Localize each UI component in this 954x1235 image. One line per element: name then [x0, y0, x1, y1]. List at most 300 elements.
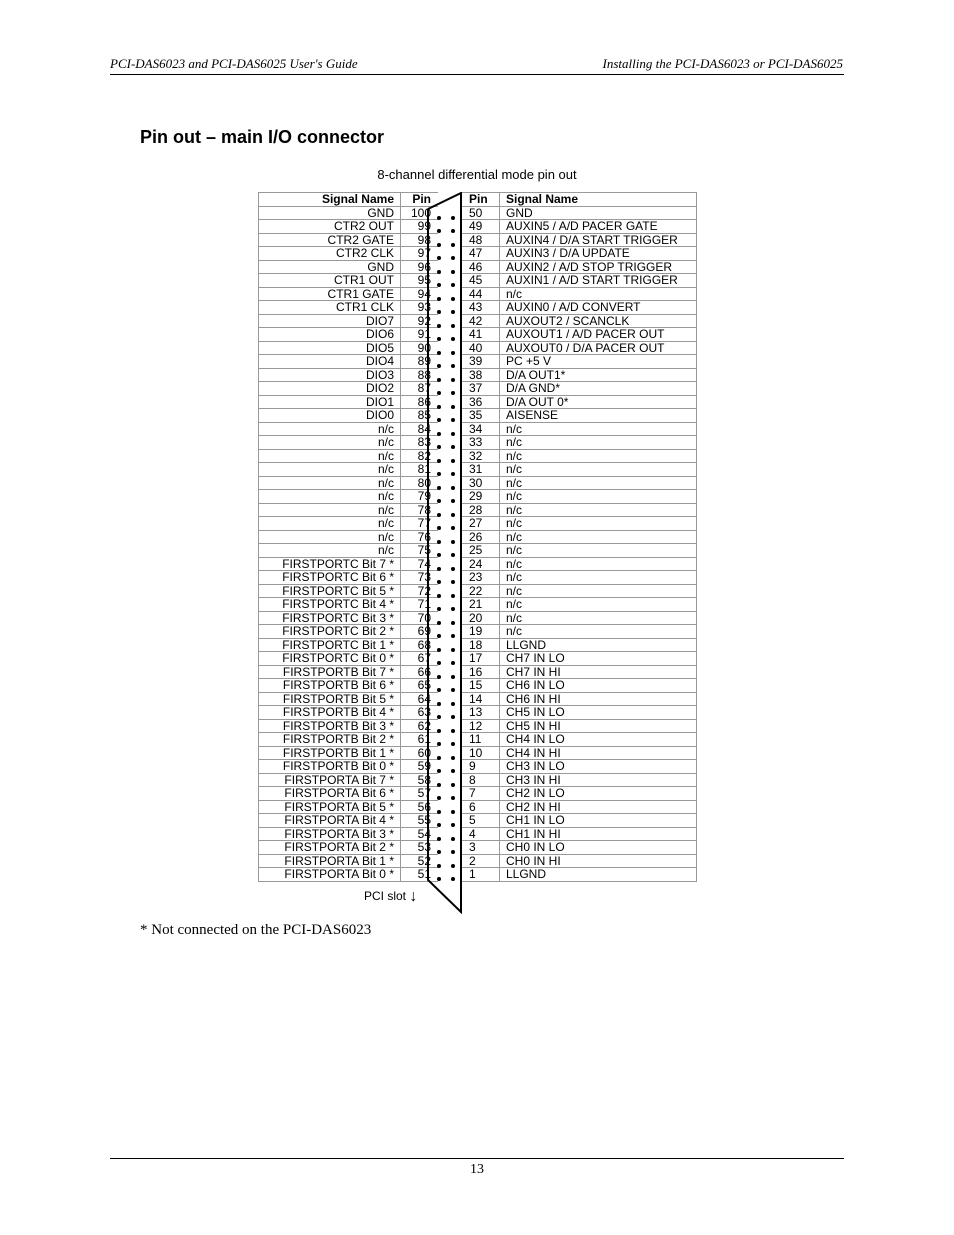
table-row	[462, 598, 697, 612]
signal-name-cell: FIRSTPORTC Bit 0 *	[259, 652, 401, 666]
pin-number-cell: 24	[462, 557, 500, 571]
pin-number-cell: 25	[462, 544, 500, 558]
pin-dot-icon	[437, 418, 441, 422]
table-row	[259, 463, 439, 477]
pin-dot-icon	[437, 324, 441, 328]
signal-name-cell: n/c	[500, 571, 697, 585]
table-row	[259, 409, 439, 423]
pin-dot-icon	[451, 607, 455, 611]
signal-name-cell: CH2 IN HI	[500, 800, 697, 814]
pin-number-cell: 51	[401, 868, 439, 882]
pin-number-cell: 7	[462, 787, 500, 801]
pin-dot-icon	[451, 594, 455, 598]
signal-name-cell: n/c	[500, 503, 697, 517]
pin-dot-icon	[451, 256, 455, 260]
pin-dot-icon	[451, 661, 455, 665]
pin-number-cell: 86	[401, 395, 439, 409]
pin-dot-icon	[451, 432, 455, 436]
signal-name-cell: n/c	[500, 557, 697, 571]
table-row	[462, 490, 697, 504]
table-row	[259, 665, 439, 679]
signal-name-cell: CTR2 CLK	[259, 247, 401, 261]
pin-dot-icon	[437, 243, 441, 247]
signal-name-cell: CTR1 OUT	[259, 274, 401, 288]
pin-number-cell: 13	[462, 706, 500, 720]
pin-number-cell: 84	[401, 422, 439, 436]
signal-name-cell: CH6 IN HI	[500, 692, 697, 706]
pin-dot-icon	[437, 756, 441, 760]
signal-name-cell: FIRSTPORTA Bit 0 *	[259, 868, 401, 882]
pin-dot-pair	[436, 589, 456, 603]
pin-number-cell: 41	[462, 328, 500, 342]
pin-number-cell: 57	[401, 787, 439, 801]
pin-dot-icon	[437, 364, 441, 368]
table-row	[259, 220, 439, 234]
pin-number-cell: 75	[401, 544, 439, 558]
pin-dot-icon	[437, 567, 441, 571]
signal-name-cell: CTR2 GATE	[259, 233, 401, 247]
pin-dot-pair	[436, 751, 456, 765]
pin-number-cell: 10	[462, 746, 500, 760]
pin-number-cell: 67	[401, 652, 439, 666]
connector-pin-dots	[436, 211, 456, 886]
pin-dot-icon	[451, 837, 455, 841]
pin-number-cell: 50	[462, 206, 500, 220]
signal-name-cell: D/A OUT1*	[500, 368, 697, 382]
pin-number-cell: 59	[401, 760, 439, 774]
table-row	[462, 854, 697, 868]
pin-dot-pair	[436, 427, 456, 441]
table-row	[462, 355, 697, 369]
pin-dot-icon	[437, 729, 441, 733]
signal-name-cell: CH4 IN LO	[500, 733, 697, 747]
signal-name-cell: GND	[259, 206, 401, 220]
pin-number-cell: 30	[462, 476, 500, 490]
table-row	[462, 611, 697, 625]
table-row	[462, 503, 697, 517]
pin-dot-pair	[436, 562, 456, 576]
pin-number-cell: 53	[401, 841, 439, 855]
table-row	[462, 557, 697, 571]
table-row	[259, 746, 439, 760]
pin-dot-icon	[451, 418, 455, 422]
pin-dot-icon	[451, 499, 455, 503]
pin-dot-icon	[437, 621, 441, 625]
signal-name-cell: n/c	[259, 544, 401, 558]
pin-dot-pair	[436, 643, 456, 657]
header-rule	[110, 74, 844, 75]
left-pin-table	[258, 192, 438, 882]
pin-number-cell: 100	[401, 206, 439, 220]
pin-dot-pair	[436, 360, 456, 374]
pin-number-cell: 49	[462, 220, 500, 234]
table-row	[259, 301, 439, 315]
pin-dot-pair	[436, 306, 456, 320]
table-row	[259, 719, 439, 733]
signal-name-cell: n/c	[259, 490, 401, 504]
pin-dot-icon	[437, 742, 441, 746]
pin-number-cell: 18	[462, 638, 500, 652]
pin-number-cell: 8	[462, 773, 500, 787]
pin-number-cell: 52	[401, 854, 439, 868]
table-row	[259, 868, 439, 882]
signal-name-cell: n/c	[259, 517, 401, 531]
table-row	[462, 706, 697, 720]
pci-slot-text: PCI slot	[364, 889, 407, 903]
pin-number-cell: 35	[462, 409, 500, 423]
table-row	[259, 382, 439, 396]
signal-name-cell: n/c	[500, 490, 697, 504]
table-row	[259, 395, 439, 409]
pin-number-cell: 77	[401, 517, 439, 531]
pin-number-cell: 11	[462, 733, 500, 747]
signal-name-cell: n/c	[500, 625, 697, 639]
pin-dot-pair	[436, 778, 456, 792]
pin-number-cell: 83	[401, 436, 439, 450]
table-row	[259, 800, 439, 814]
pin-dot-icon	[437, 837, 441, 841]
pin-dot-pair	[436, 319, 456, 333]
pin-dot-pair	[436, 630, 456, 644]
signal-name-cell: n/c	[500, 517, 697, 531]
table-row	[259, 233, 439, 247]
signal-name-cell: FIRSTPORTC Bit 3 *	[259, 611, 401, 625]
pin-dot-pair	[436, 697, 456, 711]
pin-dot-pair	[436, 387, 456, 401]
pin-dot-pair	[436, 252, 456, 266]
table-row	[259, 287, 439, 301]
pin-dot-icon	[451, 756, 455, 760]
pin-number-cell: 70	[401, 611, 439, 625]
table-row	[259, 841, 439, 855]
pin-dot-icon	[437, 486, 441, 490]
table-row	[462, 476, 697, 490]
table-row	[259, 692, 439, 706]
table-row	[462, 679, 697, 693]
pin-number-cell: 46	[462, 260, 500, 274]
table-row	[462, 665, 697, 679]
pin-number-cell: 16	[462, 665, 500, 679]
signal-name-cell: CH7 IN LO	[500, 652, 697, 666]
pin-number-cell: 98	[401, 233, 439, 247]
pin-number-cell: 78	[401, 503, 439, 517]
pin-dot-pair	[436, 333, 456, 347]
pin-dot-pair	[436, 616, 456, 630]
table-row	[259, 814, 439, 828]
pin-dot-icon	[437, 391, 441, 395]
pin-dot-icon	[437, 270, 441, 274]
pin-number-cell: 48	[462, 233, 500, 247]
pin-number-cell: 93	[401, 301, 439, 315]
signal-name-cell: FIRSTPORTB Bit 5 *	[259, 692, 401, 706]
pin-number-cell: 39	[462, 355, 500, 369]
table-row	[462, 571, 697, 585]
page-number: 13	[470, 1162, 484, 1177]
pin-dot-icon	[437, 715, 441, 719]
signal-name-cell: AUXIN2 / A/D STOP TRIGGER	[500, 260, 697, 274]
table-row	[259, 584, 439, 598]
signal-name-cell: n/c	[500, 449, 697, 463]
table-row	[259, 787, 439, 801]
pin-dot-icon	[437, 499, 441, 503]
table-row	[259, 679, 439, 693]
pin-number-cell: 1	[462, 868, 500, 882]
pin-dot-pair	[436, 805, 456, 819]
table-row	[462, 733, 697, 747]
table-row	[462, 827, 697, 841]
pin-dot-icon	[451, 378, 455, 382]
pin-number-cell: 33	[462, 436, 500, 450]
signal-name-cell: n/c	[500, 544, 697, 558]
pin-dot-pair	[436, 846, 456, 860]
pin-dot-pair	[436, 684, 456, 698]
pin-dot-icon	[451, 702, 455, 706]
table-row	[259, 706, 439, 720]
signal-name-cell: AUXIN0 / A/D CONVERT	[500, 301, 697, 315]
signal-name-cell: FIRSTPORTA Bit 6 *	[259, 787, 401, 801]
pin-dot-icon	[437, 675, 441, 679]
table-row	[259, 341, 439, 355]
pin-dot-icon	[451, 688, 455, 692]
table-row	[259, 827, 439, 841]
pin-number-cell: 42	[462, 314, 500, 328]
pin-dot-icon	[451, 634, 455, 638]
table-row	[259, 652, 439, 666]
pin-number-cell: 95	[401, 274, 439, 288]
pin-dot-icon	[437, 297, 441, 301]
table-row	[259, 598, 439, 612]
signal-name-cell: CH7 IN HI	[500, 665, 697, 679]
pin-dot-icon	[451, 459, 455, 463]
signal-name-cell: CH3 IN HI	[500, 773, 697, 787]
pin-number-cell: 40	[462, 341, 500, 355]
table-row	[259, 328, 439, 342]
table-row	[462, 382, 697, 396]
table-row	[259, 206, 439, 220]
table-row	[462, 530, 697, 544]
pin-dot-icon	[451, 769, 455, 773]
pin-number-cell: 54	[401, 827, 439, 841]
table-row	[259, 247, 439, 261]
table-row	[259, 638, 439, 652]
signal-name-cell: n/c	[500, 611, 697, 625]
pin-dot-icon	[451, 337, 455, 341]
pin-dot-pair	[436, 414, 456, 428]
pin-dot-icon	[437, 540, 441, 544]
pin-number-cell: 72	[401, 584, 439, 598]
pin-number-cell: 31	[462, 463, 500, 477]
pin-dot-icon	[451, 580, 455, 584]
signal-name-cell: FIRSTPORTA Bit 4 *	[259, 814, 401, 828]
pin-dot-pair	[436, 468, 456, 482]
pin-number-cell: 9	[462, 760, 500, 774]
pin-dot-pair	[436, 792, 456, 806]
right-pin-rows	[462, 206, 697, 881]
pin-number-cell: 22	[462, 584, 500, 598]
table-row	[259, 260, 439, 274]
pin-dot-pair	[436, 765, 456, 779]
pin-dot-pair	[436, 819, 456, 833]
pin-dot-icon	[451, 297, 455, 301]
diagram-caption: 8-channel differential mode pin out	[377, 167, 577, 182]
table-row	[462, 395, 697, 409]
pin-number-cell: 37	[462, 382, 500, 396]
pin-number-cell: 21	[462, 598, 500, 612]
pin-dot-icon	[437, 607, 441, 611]
pin-dot-pair	[436, 576, 456, 590]
pin-number-cell: 19	[462, 625, 500, 639]
left-header-row	[259, 193, 439, 207]
pin-dot-icon	[437, 229, 441, 233]
table-row	[462, 341, 697, 355]
pin-dot-icon	[437, 310, 441, 314]
pin-number-cell: 32	[462, 449, 500, 463]
pin-dot-pair	[436, 535, 456, 549]
table-row	[259, 422, 439, 436]
pin-number-cell: 62	[401, 719, 439, 733]
table-row	[462, 760, 697, 774]
table-row	[462, 314, 697, 328]
signal-name-cell: CTR2 OUT	[259, 220, 401, 234]
signal-name-cell: AUXIN3 / D/A UPDATE	[500, 247, 697, 261]
pin-dot-icon	[437, 648, 441, 652]
pin-dot-icon	[437, 513, 441, 517]
pin-number-cell: 88	[401, 368, 439, 382]
pci-slot-label	[364, 887, 417, 905]
pin-number-cell: 4	[462, 827, 500, 841]
table-row	[462, 301, 697, 315]
pin-number-cell: 71	[401, 598, 439, 612]
pin-dot-icon	[437, 702, 441, 706]
signal-name-cell: n/c	[500, 530, 697, 544]
table-row	[462, 719, 697, 733]
pin-dot-pair	[436, 225, 456, 239]
pin-dot-pair	[436, 495, 456, 509]
section-title: Pin out – main I/O connector	[140, 127, 385, 147]
pin-number-cell: 38	[462, 368, 500, 382]
pin-number-cell: 58	[401, 773, 439, 787]
table-row	[462, 260, 697, 274]
pin-dot-icon	[451, 445, 455, 449]
footer-rule	[110, 1158, 844, 1159]
table-row	[462, 868, 697, 882]
table-row	[462, 233, 697, 247]
pin-dot-pair	[436, 211, 456, 225]
pin-number-cell: 56	[401, 800, 439, 814]
pin-number-cell: 64	[401, 692, 439, 706]
signal-name-cell: FIRSTPORTA Bit 1 *	[259, 854, 401, 868]
table-row	[462, 206, 697, 220]
pin-dot-icon	[451, 675, 455, 679]
pin-dot-pair	[436, 549, 456, 563]
pin-dot-icon	[451, 324, 455, 328]
pin-number-cell: 28	[462, 503, 500, 517]
pin-number-cell: 20	[462, 611, 500, 625]
table-row	[462, 625, 697, 639]
table-row	[259, 557, 439, 571]
pin-dot-pair	[436, 859, 456, 873]
table-row	[462, 584, 697, 598]
table-row	[259, 733, 439, 747]
table-row	[462, 436, 697, 450]
signal-name-cell: GND	[259, 260, 401, 274]
pin-dot-pair	[436, 373, 456, 387]
pin-dot-icon	[451, 283, 455, 287]
signal-name-cell: n/c	[259, 476, 401, 490]
pin-number-cell: 87	[401, 382, 439, 396]
pin-dot-icon	[437, 769, 441, 773]
table-row	[462, 463, 697, 477]
pin-dot-icon	[451, 553, 455, 557]
pin-dot-icon	[451, 540, 455, 544]
pin-number-cell: 91	[401, 328, 439, 342]
pin-dot-icon	[451, 621, 455, 625]
pin-dot-icon	[451, 648, 455, 652]
pin-dot-pair	[436, 657, 456, 671]
pin-dot-pair	[436, 279, 456, 293]
table-row	[462, 368, 697, 382]
table-row	[259, 773, 439, 787]
signal-name-cell: n/c	[500, 287, 697, 301]
pin-dot-icon	[451, 810, 455, 814]
pin-number-cell: 96	[401, 260, 439, 274]
table-row	[462, 544, 697, 558]
left-pin-rows	[259, 206, 439, 881]
right-signal-name-header: Signal Name	[500, 193, 697, 207]
table-row	[462, 814, 697, 828]
pin-dot-icon	[451, 567, 455, 571]
pin-dot-icon	[451, 783, 455, 787]
pin-dot-icon	[451, 472, 455, 476]
table-row	[462, 787, 697, 801]
pin-number-cell: 94	[401, 287, 439, 301]
table-row	[462, 422, 697, 436]
signal-name-cell: CH0 IN LO	[500, 841, 697, 855]
pin-number-cell: 15	[462, 679, 500, 693]
left-signal-name-header: Signal Name	[259, 193, 401, 207]
table-row	[462, 328, 697, 342]
signal-name-cell: DIO3	[259, 368, 401, 382]
signal-name-cell: FIRSTPORTC Bit 6 *	[259, 571, 401, 585]
pin-dot-icon	[451, 526, 455, 530]
signal-name-cell: D/A OUT 0*	[500, 395, 697, 409]
table-row	[462, 841, 697, 855]
signal-name-cell: DIO1	[259, 395, 401, 409]
table-row	[462, 692, 697, 706]
table-row	[259, 544, 439, 558]
pin-number-cell: 27	[462, 517, 500, 531]
pin-number-cell: 63	[401, 706, 439, 720]
pin-dot-icon	[437, 378, 441, 382]
table-row	[259, 625, 439, 639]
signal-name-cell: CH1 IN HI	[500, 827, 697, 841]
pin-dot-pair	[436, 265, 456, 279]
down-arrow-icon: ↓	[409, 888, 418, 905]
pin-dot-pair	[436, 738, 456, 752]
table-row	[462, 287, 697, 301]
pin-dot-icon	[437, 337, 441, 341]
signal-name-cell: n/c	[500, 436, 697, 450]
pin-dot-icon	[437, 661, 441, 665]
signal-name-cell: CH0 IN HI	[500, 854, 697, 868]
pin-number-cell: 90	[401, 341, 439, 355]
pin-dot-pair	[436, 603, 456, 617]
pin-dot-icon	[437, 783, 441, 787]
running-header-left: PCI-DAS6023 and PCI-DAS6025 User's Guide	[110, 56, 358, 71]
table-row	[259, 476, 439, 490]
pin-number-cell: 55	[401, 814, 439, 828]
table-row	[462, 247, 697, 261]
